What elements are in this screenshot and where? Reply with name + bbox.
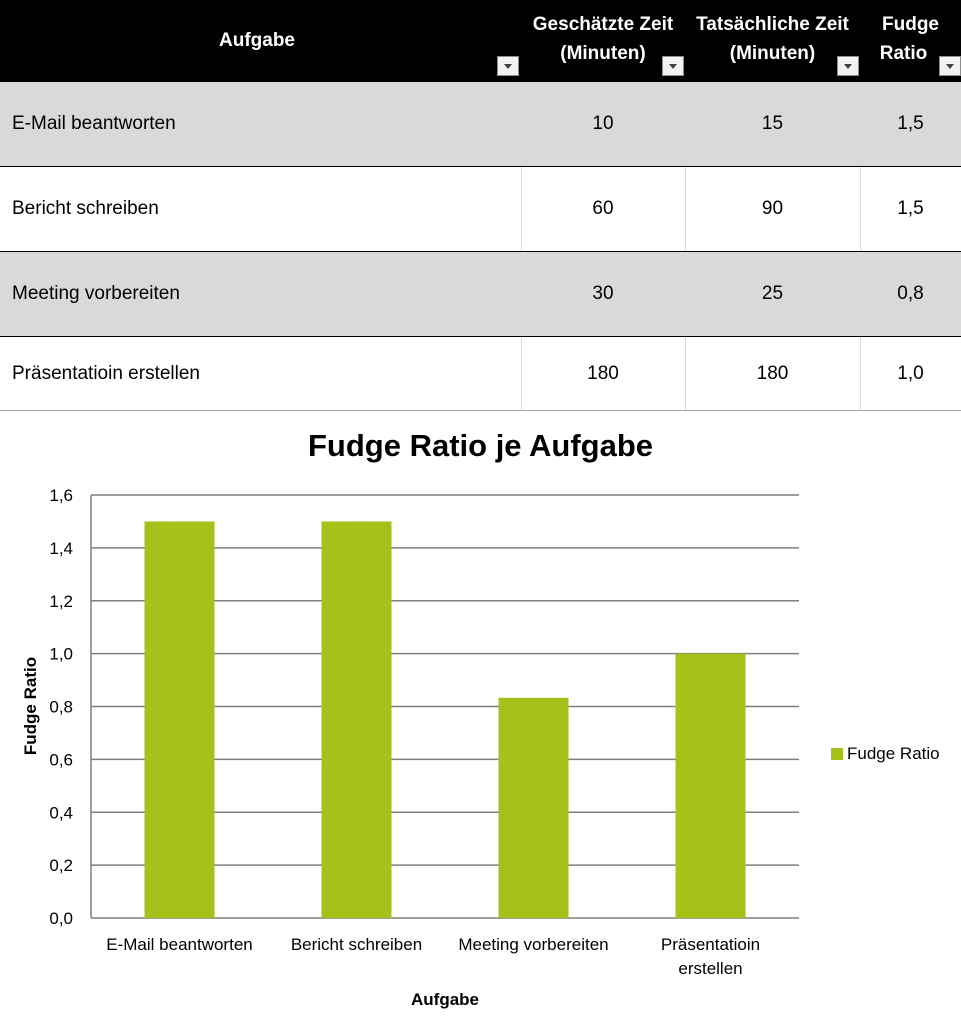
y-tick-label: 0,0 (49, 909, 73, 928)
cell-task: Meeting vorbereiten (12, 283, 180, 304)
cell-actual: 15 (761, 113, 784, 134)
bar (145, 521, 215, 918)
header-label-line1: Fudge (882, 14, 939, 35)
cell-ratio: 1,5 (897, 198, 924, 219)
cell-task: Präsentatioin erstellen (12, 362, 200, 384)
x-tick-label: Präsentatioin (660, 935, 761, 954)
y-tick-label: 1,6 (49, 486, 73, 505)
header-label: Aufgabe (219, 30, 295, 51)
x-tick-label: E-Mail beantworten (106, 935, 253, 954)
x-tick-label: Meeting vorbereiten (458, 935, 609, 954)
cell-task: E-Mail beantworten (12, 113, 176, 134)
cell-estimated: 180 (587, 362, 619, 384)
cell-task: Bericht schreiben (12, 198, 159, 219)
cell-ratio: 0,8 (897, 283, 924, 304)
y-tick-label: 1,0 (49, 644, 73, 664)
cell-actual: 25 (761, 283, 784, 304)
header-label-line2: Ratio (879, 43, 928, 64)
cell-estimated: 10 (592, 113, 614, 134)
legend-swatch (831, 748, 843, 760)
header-label-line1: Tatsächliche Zeit (696, 14, 849, 35)
y-axis-title: Fudge Ratio (21, 656, 40, 756)
bar (322, 521, 392, 918)
header-label-line1: Geschätzte Zeit (532, 14, 674, 35)
y-tick-label: 0,6 (49, 750, 73, 770)
bar (676, 654, 746, 918)
chart-legend (831, 744, 940, 764)
y-tick-label: 1,2 (49, 591, 73, 611)
x-axis-title: Aufgabe (411, 990, 479, 1009)
y-tick-label: 0,4 (49, 803, 73, 823)
x-tick-label: erstellen (678, 959, 743, 978)
chart-title: Fudge Ratio je Aufgabe (307, 428, 654, 463)
header-label-line2: (Minuten) (729, 43, 816, 64)
y-tick-label: 1,4 (49, 538, 73, 558)
cell-actual: 90 (761, 198, 784, 219)
y-tick-label: 0,8 (49, 697, 73, 717)
cell-estimated: 60 (592, 198, 614, 219)
cell-estimated: 30 (592, 283, 614, 304)
cell-actual: 180 (756, 362, 789, 384)
y-tick-label: 0,2 (49, 856, 73, 876)
header-label-line2: (Minuten) (560, 43, 646, 64)
bar (499, 698, 569, 918)
cell-ratio: 1,5 (897, 113, 924, 134)
x-tick-label: Bericht schreiben (290, 935, 423, 954)
legend-label: Fudge Ratio (847, 744, 940, 763)
cell-ratio: 1,0 (897, 362, 924, 384)
